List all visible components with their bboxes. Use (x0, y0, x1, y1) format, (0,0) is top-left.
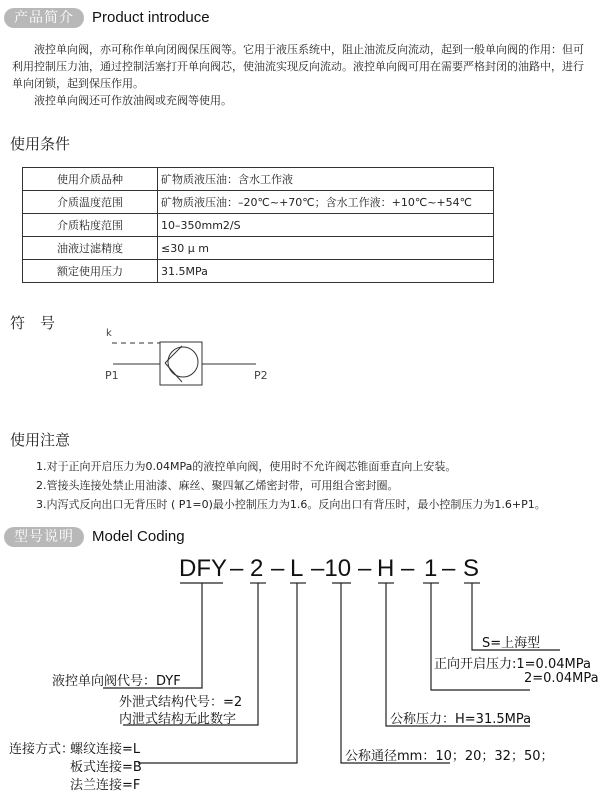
condition-key: 使用介质品种 (23, 168, 158, 191)
label-connection-title: 连接方式： (9, 742, 75, 757)
port-p1-label: P1 (105, 369, 119, 382)
table-row (23, 168, 494, 191)
code-dash: – (271, 555, 285, 582)
code-l: L (290, 555, 304, 582)
valve-body (160, 342, 202, 385)
condition-value: ≤30 μ m (158, 237, 494, 260)
code-10: –10 (311, 555, 352, 582)
condition-value: 10–350mm2/S (158, 214, 494, 237)
symbol-heading: 符 号 (10, 314, 56, 332)
condition-key: 介质温度范围 (23, 191, 158, 214)
label-s: S=上海型 (482, 636, 541, 651)
condition-value: 矿物质液压油：含水工作液 (158, 168, 494, 191)
note-item: 3.内泻式反向出口无背压时 ( P1=0)最小控制压力为1.6。反向出口有背压时，最小控制压力为1.6+P1。 (36, 498, 546, 511)
note-item: 2.管接头连接处禁止用油漆、麻丝、聚四氟乙烯密封带，可用组合密封圈。 (36, 479, 399, 492)
label-open-pressure-1: 正向开启压力:1=0.04MPa (434, 657, 591, 672)
seat-lower (165, 363, 182, 382)
check-ball (168, 347, 198, 377)
condition-value: 矿物质液压油：–20℃~+70℃；含水工作液：+10℃~+54℃ (158, 191, 494, 214)
label-internal-drain: 内泄式结构无此数字 (119, 712, 237, 727)
label-external-drain: 外泄式结构代号：=2 (119, 695, 243, 710)
table-row (23, 237, 494, 260)
port-k-label: k (106, 328, 112, 339)
code-1: 1 (424, 555, 438, 582)
conditions-table (22, 167, 494, 283)
intro-text (12, 41, 592, 109)
label-conn-plate: 板式连接=B (70, 760, 142, 775)
code-dash: – (230, 555, 244, 582)
label-conn-flange: 法兰连接=F (70, 778, 141, 793)
section-title-model: Model Coding (92, 528, 185, 545)
note-item: 1.对于正向开启压力为0.04MPa的液控单向阀，使用时不允许阀芯锥面垂直向上安装。 (36, 460, 457, 473)
label-conn-thread: 螺纹连接=L (70, 742, 141, 757)
notes-heading: 使用注意 (10, 431, 71, 449)
conditions-heading: 使用条件 (10, 135, 71, 153)
label-nominal-pressure: 公称压力：H=31.5MPa (390, 712, 532, 727)
port-p2-label: P2 (254, 369, 268, 382)
condition-key: 油液过滤精度 (23, 237, 158, 260)
intro-paragraph-1: 液控单向阀，亦可称作单向闭阀保压阀等。它用于液压系统中，阻止油流反向流动，起到一般单向阀的作用：但可利用控制压力油，通过控制活塞打开单向阀芯，使油流实现反向流动。液控单向阀可用在需要严格封闭的油路中，进行单向闭锁，起到保压作用。 (12, 43, 584, 90)
code-dash: – (401, 555, 415, 582)
code-s: S (463, 555, 480, 582)
section-badge-intro: 产品简介 (4, 8, 84, 28)
code-2: 2 (250, 555, 264, 582)
condition-key: 介质粘度范围 (23, 214, 158, 237)
condition-key: 额定使用压力 (23, 260, 158, 283)
notes-list (36, 457, 546, 514)
code-dash: – (442, 555, 456, 582)
code-h: H (377, 555, 395, 582)
table-row (23, 214, 494, 237)
table-row (23, 260, 494, 283)
seat-upper (165, 346, 182, 363)
section-title-intro: Product introduce (92, 9, 210, 26)
code-dash: – (358, 555, 372, 582)
label-open-pressure-2: 2=0.04MPa (524, 671, 599, 686)
label-valve-code: 液控单向阀代号：DYF (52, 674, 181, 689)
condition-value: 31.5MPa (158, 260, 494, 283)
leader-10 (341, 583, 450, 763)
label-nominal-diameter: 公称通径mm：10；20；32；50； (345, 749, 554, 764)
intro-paragraph-2: 液控单向阀还可作放油阀或充阀等使用。 (34, 94, 232, 107)
table-row (23, 191, 494, 214)
code-dfy: DFY (179, 555, 227, 582)
section-badge-model: 型号说明 (4, 527, 84, 547)
